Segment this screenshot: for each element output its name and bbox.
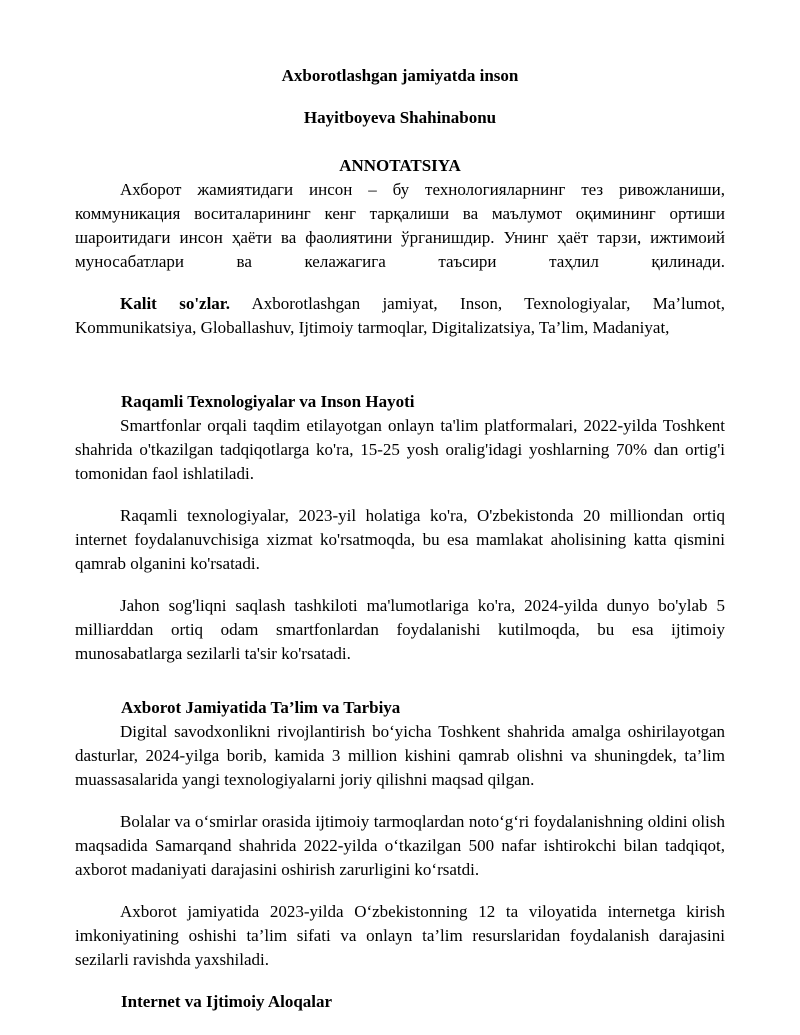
annotation-heading: ANNOTATSIYA bbox=[339, 156, 461, 175]
section-1-paragraph-2: Raqamli texnologiyalar, 2023-yil holatiga ko'ra, O'zbekistonda 20 milliondan ortiq internet foydalanuvchisiga xizmat ko'rsatmoqda, bu esa mamlakat aholisining katta qismini qamrab olganini ko'rsatadi. bbox=[75, 506, 725, 573]
section-heading-digital-tech: Raqamli Texnologiyalar va Inson Hayoti bbox=[121, 392, 415, 411]
section-heading-education: Axborot Jamiyatida Ta’lim va Tarbiya bbox=[121, 698, 401, 717]
document-title: Axborotlashgan jamiyatda inson bbox=[281, 66, 519, 85]
section-2-paragraph-2: Bolalar va o‘smirlar orasida ijtimoiy tarmoqlardan noto‘g‘ri foydalanishning oldini olish maqsadida Samarqand shahrida 2022-yilda o‘tkazilgan 500 nafar ishtirokchi bilan tadqiqot, axborot madaniyati darajasini oshirish zarurligini ko‘rsatdi. bbox=[75, 812, 725, 879]
section-2-paragraph-3: Axborot jamiyatida 2023-yilda O‘zbekistonning 12 ta viloyatida internetga kirish imkoniyatining oshishi ta’lim sifati va onlayn ta’lim resurslaridan foydalanish darajasini sezilarli ravishda yaxshiladi. bbox=[75, 902, 725, 969]
section-heading-internet: Internet va Ijtimoiy Aloqalar bbox=[121, 992, 333, 1011]
keywords-label: Kalit so'zlar. bbox=[120, 294, 231, 313]
section-1-paragraph-3: Jahon sog'liqni saqlash tashkiloti ma'lumotlariga ko'ra, 2024-yilda dunyo bo'ylab 5 milliarddan ortiq odam smartfonlardan foydalanishi kutilmoqda, bu esa ijtimoiy munosabatlarga sezilarli ta'sir ko'rsatadi. bbox=[75, 596, 725, 663]
section-2-paragraph-1: Digital savodxonlikni rivojlantirish bo‘yicha Toshkent shahrida amalga oshirilayotgan dasturlar, 2024-yilga borib, kamida 3 million kishini qamrab olishni va shuningdek, ta’lim muassasalarida yangi texnologiyalarni joriy qilishni maqsad qilgan. bbox=[75, 722, 725, 789]
keywords-paragraph bbox=[75, 292, 725, 340]
keywords-text: Axborotlashgan jamiyat, Inson, Texnologiyalar, Ma’lumot, Kommunikatsiya, Globallashuv, Ijtimoiy tarmoqlar, Digitalizatsiya, Ta’lim, Madaniyat, bbox=[75, 294, 725, 337]
document-page bbox=[75, 64, 725, 1014]
section-1-paragraph-1: Smartfonlar orqali taqdim etilayotgan onlayn ta'lim platformalari, 2022-yilda Toshkent shahrida o'tkazilgan tadqiqotlarga ko'ra, 15-25 yosh oralig'idagi yoshlarning 70% dan ortig'i tomonidan faol ishlatiladi. bbox=[75, 416, 725, 483]
annotation-text: Ахборот жамиятидаги инсон – бу технологияларнинг тез ривожланиши, коммуникация воситаларининг кенг тарқалиши ва маълумот оқимининг ортиши шароитидаги инсон ҳаёти ва фаолиятини ўрганишдир. Унинг ҳаёт тарзи, ижтимоий муносабатлари ва келажагига таъсири таҳлил қилинади. bbox=[75, 180, 725, 271]
author-name: Hayitboyeva Shahinabonu bbox=[303, 108, 497, 127]
